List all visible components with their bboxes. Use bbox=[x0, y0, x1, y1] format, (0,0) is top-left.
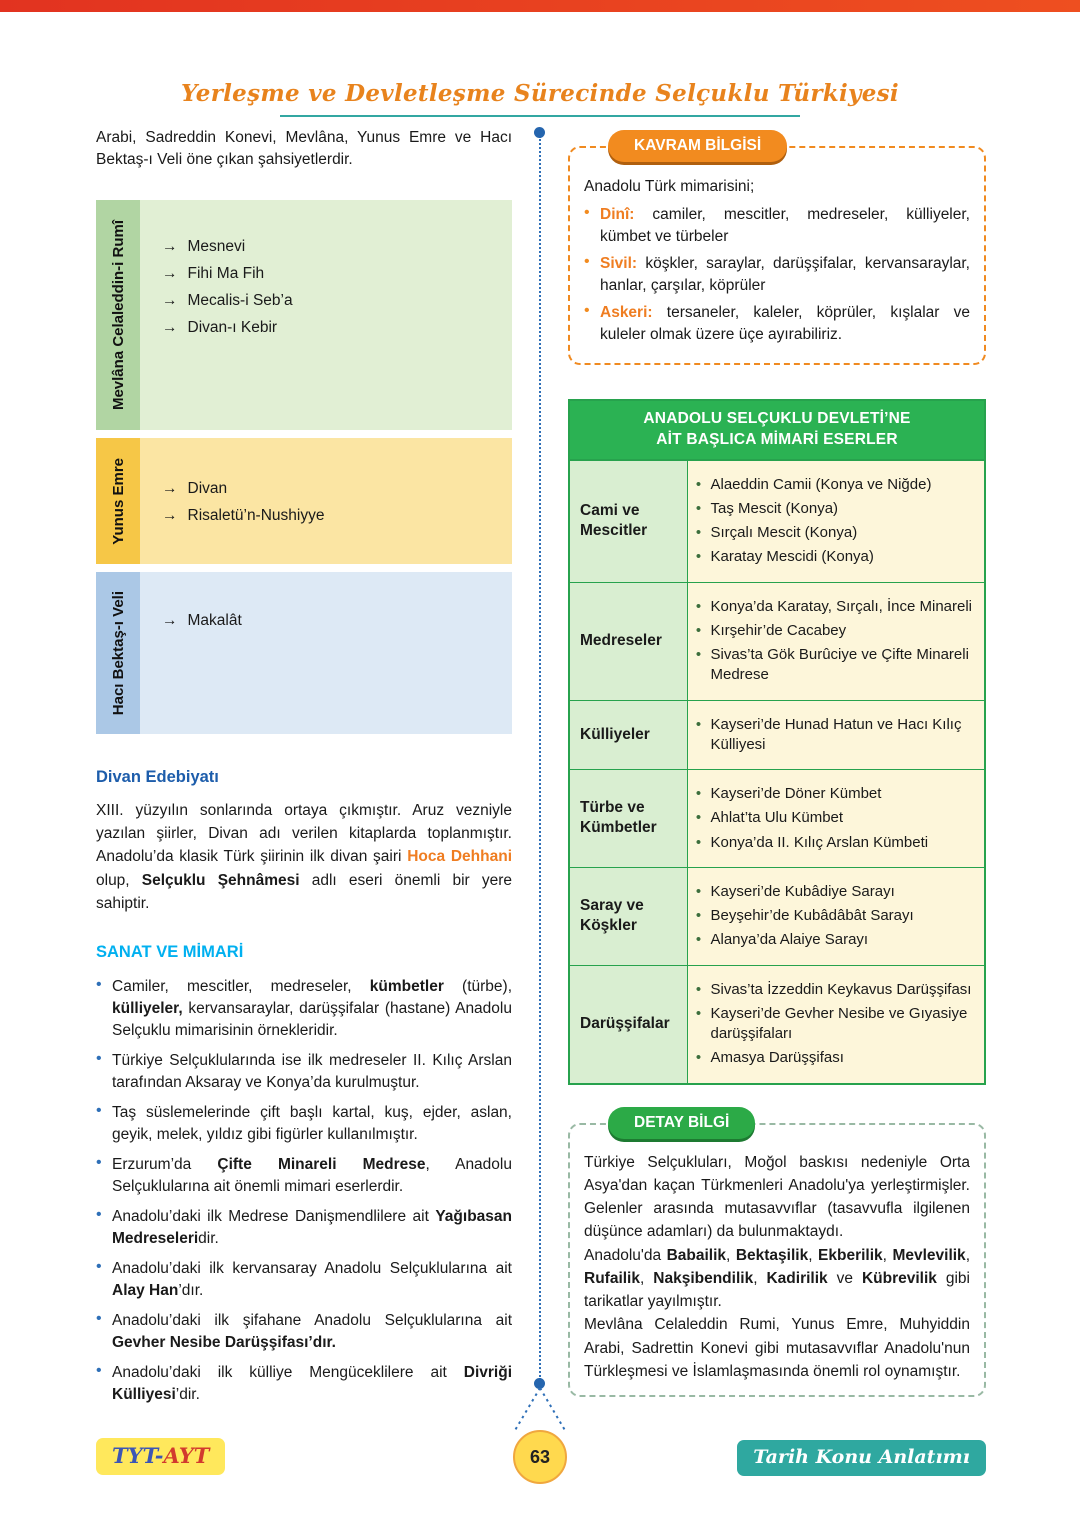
dot-bullet-icon bbox=[96, 1206, 112, 1250]
kavram-intro: Anadolu Türk mimarisini; bbox=[584, 178, 755, 195]
text-segment: kümbetler bbox=[369, 978, 444, 996]
page-number: 63 bbox=[529, 1446, 551, 1467]
table-header bbox=[569, 400, 985, 460]
page-top-red-bar bbox=[0, 0, 1080, 12]
arrow-right-icon: → bbox=[162, 479, 178, 497]
tyt-ayt-logo bbox=[96, 1438, 225, 1475]
text-segment: , bbox=[965, 1246, 970, 1264]
dot-bullet-icon: • bbox=[695, 931, 702, 949]
list-item bbox=[96, 976, 512, 1042]
text-segment: Türkiye Selçuklularında ise ilk medreseler II. Kılıç Arslan tarafından Aksaray ve Konya’da kurulmuştur. bbox=[112, 1052, 512, 1092]
list-item-text: Sırçalı Mescit (Konya) bbox=[710, 524, 858, 542]
text-segment: Camiler, mescitler, medreseler, bbox=[112, 978, 370, 996]
list-item bbox=[584, 302, 970, 346]
list-item-text: Kayseri’de Gevher Nesibe ve Gıyasiye darüşşifaları bbox=[710, 1004, 968, 1043]
text-segment: Anadolu'da bbox=[584, 1246, 667, 1264]
text-segment: Anadolu’daki ilk şifahane Anadolu Selçuklularına ait bbox=[112, 1312, 512, 1330]
dot-bullet-icon: • bbox=[695, 1049, 702, 1067]
text-segment: ’dır. bbox=[178, 1282, 204, 1300]
table-row bbox=[569, 965, 985, 1084]
list-item bbox=[162, 612, 512, 630]
author-works-list bbox=[140, 438, 512, 564]
author-name-label: Mevlâna Celaleddin-i Rumî bbox=[109, 219, 127, 410]
text-segment: (türbe), bbox=[443, 978, 512, 996]
author-name-label: Yunus Emre bbox=[109, 457, 127, 545]
row-label: Külliyeler bbox=[569, 700, 687, 770]
list-item-text: Karatay Mescidi (Konya) bbox=[710, 548, 874, 566]
author-box-label-strip bbox=[96, 438, 140, 564]
text-segment: Taş süslemelerinde çift başlı kartal, kuş, ejder, aslan, geyik, melek, yıldız gibi figürler kullanılmıştır. bbox=[112, 1104, 512, 1144]
list-item bbox=[96, 1154, 512, 1198]
list-item bbox=[162, 265, 512, 283]
text-segment: Selçuklu Şehnâmesi bbox=[141, 871, 300, 889]
text-segment: ’dir. bbox=[175, 1386, 200, 1404]
row-label: Türbe ve Kümbetler bbox=[569, 770, 687, 868]
list-item-text: Kayseri’de Hunad Hatun ve Hacı Kılıç Külliyesi bbox=[710, 715, 962, 753]
list-item-text: Divan bbox=[187, 479, 228, 497]
text-segment: kervansaraylar, darüşşifalar (hastane) Anadolu Selçuklu mimarisinin örnekleridir. bbox=[112, 1000, 512, 1040]
dot-bullet-icon: • bbox=[695, 809, 702, 827]
divan-paragraph bbox=[96, 799, 512, 915]
list-item bbox=[692, 1004, 977, 1045]
text-segment: ve bbox=[827, 1269, 862, 1287]
row-label: Medreseler bbox=[569, 582, 687, 700]
text-segment: TYT- bbox=[112, 1443, 164, 1468]
dot-bullet-icon: • bbox=[695, 646, 702, 664]
list-item-text: Divan-ı Kebir bbox=[187, 318, 278, 336]
sanat-bullet-list bbox=[96, 976, 512, 1406]
dot-bullet-icon: • bbox=[695, 980, 702, 998]
list-item bbox=[692, 882, 977, 902]
row-items bbox=[687, 700, 985, 770]
table-header-line2: AİT BAŞLICA MİMARİ ESERLER bbox=[656, 430, 898, 448]
intro-paragraph: Arabi, Sadreddin Konevi, Mevlâna, Yunus Emre ve Hacı Bektaş-ı Veli öne çıkan şahsiyetlerdir. bbox=[96, 129, 512, 169]
list-item-text: Taş Mescit (Konya) bbox=[710, 499, 839, 517]
dot-bullet-icon: • bbox=[695, 548, 702, 566]
dot-bullet-icon: • bbox=[695, 524, 702, 542]
text-segment: Dinî: bbox=[600, 205, 635, 223]
row-items bbox=[687, 770, 985, 868]
list-item bbox=[692, 523, 977, 543]
dot-bullet-icon: • bbox=[695, 715, 702, 733]
table-header-row bbox=[569, 400, 985, 460]
list-item bbox=[162, 319, 512, 337]
list-item bbox=[96, 1310, 512, 1354]
text-segment: köşkler, saraylar, darüşşifalar, kervansaraylar, hanlar, çarşılar, köprüler bbox=[600, 254, 970, 294]
title-underline bbox=[280, 115, 800, 117]
text-segment: Mevlâna Celaleddin Rumi, Yunus Emre, Muhyiddin Arabi, Sadrettin Konevi gibi mutasavvıflar Anadolu'nun Türkleşmesi ve İslamlaşmasında önemli rol oynamıştır. bbox=[584, 1316, 970, 1380]
dot-bullet-icon bbox=[96, 1258, 112, 1302]
text-segment: Sivil: bbox=[600, 254, 638, 272]
text-segment: Hoca Dehhani bbox=[407, 848, 512, 866]
text-segment: Çifte Minareli Medrese bbox=[217, 1156, 426, 1174]
dot-bullet-icon: • bbox=[695, 833, 702, 851]
list-item-text: Makalât bbox=[187, 611, 242, 629]
arrow-right-icon: → bbox=[162, 237, 178, 255]
right-column bbox=[568, 130, 986, 1397]
author-box-label-strip bbox=[96, 200, 140, 430]
list-item bbox=[692, 597, 977, 617]
text-segment: Mevlevilik bbox=[892, 1246, 966, 1264]
text-segment: Rufailik bbox=[584, 1269, 640, 1287]
row-items bbox=[687, 460, 985, 583]
text-segment: Türkiye Selçukluları, Moğol baskısı nedeniyle Orta Asya'dan kaçan Türkmenleri Anadolu'ya yerleştirmişler. Gelenler arasında mutasavvıflar (tasavvufla ilgilenen düşünce adamları) da bulunmaktaydı. bbox=[584, 1153, 970, 1241]
list-item bbox=[692, 645, 977, 686]
dot-bullet-icon: • bbox=[695, 1004, 702, 1022]
dotted-line-divider bbox=[539, 136, 541, 1380]
text-segment: Ekberilik bbox=[818, 1246, 883, 1264]
list-item bbox=[584, 253, 970, 297]
dot-bullet-icon: • bbox=[695, 785, 702, 803]
table-row bbox=[569, 460, 985, 583]
divan-edebiyati-heading: Divan Edebiyatı bbox=[96, 767, 219, 786]
detay-bilgi-box bbox=[568, 1113, 986, 1398]
text-segment: , bbox=[808, 1246, 819, 1264]
list-item bbox=[692, 930, 977, 950]
dot-bullet-icon bbox=[96, 1102, 112, 1146]
arrow-right-icon: → bbox=[162, 506, 178, 524]
text-segment: Anadolu’daki ilk külliye Mengüceklilere ait bbox=[112, 1364, 464, 1382]
list-item-text: Kayseri’de Döner Kümbet bbox=[710, 785, 882, 803]
list-item bbox=[96, 1206, 512, 1250]
detay-bilgi-badge: DETAY BİLGİ bbox=[608, 1107, 755, 1139]
list-item-text: Ahlat’ta Ulu Kümbet bbox=[710, 809, 844, 827]
text-segment: , Anadolu Selçuklularına ait önemli mimari eserlerdir. bbox=[112, 1156, 512, 1196]
list-item-text: Sivas’ta İzzeddin Keykavus Darüşşifası bbox=[710, 980, 972, 998]
text-segment: Alay Han bbox=[112, 1282, 179, 1300]
row-label: Cami ve Mescitler bbox=[569, 460, 687, 583]
author-name-label: Hacı Bektaş-ı Veli bbox=[109, 590, 127, 716]
table-row bbox=[569, 700, 985, 770]
dot-bullet-icon bbox=[96, 976, 112, 1042]
dot-bullet-icon: • bbox=[695, 621, 702, 639]
row-label: Darüşşifalar bbox=[569, 965, 687, 1084]
text-segment: Erzurum’da bbox=[112, 1156, 218, 1174]
dot-bullet-icon bbox=[584, 204, 600, 248]
list-item bbox=[692, 1048, 977, 1068]
text-segment: dir. bbox=[198, 1230, 219, 1248]
text-segment: , bbox=[726, 1246, 736, 1264]
arrow-right-icon: → bbox=[162, 318, 178, 336]
table-row bbox=[569, 867, 985, 965]
text-segment: Gevher Nesibe Darüşşifası’dır. bbox=[112, 1334, 336, 1352]
list-item-text: Konya’da II. Kılıç Arslan Kümbeti bbox=[710, 833, 929, 851]
kavram-bullet-list bbox=[584, 204, 970, 346]
detay-paragraph bbox=[584, 1151, 970, 1244]
dotted-fan-decoration bbox=[498, 1386, 582, 1434]
list-item bbox=[692, 499, 977, 519]
text-segment: Kübrevilik bbox=[861, 1269, 937, 1287]
text-segment: gibi tarikatlar yayılmıştır. bbox=[584, 1269, 970, 1311]
text-segment: Kadirilik bbox=[766, 1269, 828, 1287]
text-segment: Yağıbasan Medreseleri bbox=[112, 1208, 512, 1248]
row-label: Saray ve Köşkler bbox=[569, 867, 687, 965]
dot-bullet-icon bbox=[584, 253, 600, 297]
dot-bullet-icon: • bbox=[695, 597, 702, 615]
list-item bbox=[692, 715, 977, 756]
text-segment: camiler, mescitler, medreseler, külliyeler, kümbet ve türbeler bbox=[600, 205, 970, 245]
text-segment: Divriği Külliyesi bbox=[112, 1364, 512, 1404]
list-item-text: Sivas’ta Gök Burûciye ve Çifte Minareli Medrese bbox=[710, 646, 969, 684]
list-item bbox=[162, 507, 512, 525]
detay-paragraph bbox=[584, 1244, 970, 1314]
list-item bbox=[692, 980, 977, 1000]
list-item bbox=[162, 238, 512, 256]
text-segment: olup, bbox=[96, 871, 142, 889]
list-item bbox=[692, 547, 977, 567]
table-header-line1: ANADOLU SELÇUKLU DEVLETİ’NE bbox=[643, 409, 911, 427]
list-item-text: Kayseri’de Kubâdiye Sarayı bbox=[710, 882, 895, 900]
text-segment: , bbox=[639, 1269, 654, 1287]
list-item-text: Kırşehir’de Cacabey bbox=[710, 621, 847, 639]
text-segment: Bektaşilik bbox=[735, 1246, 809, 1264]
list-item bbox=[96, 1258, 512, 1302]
text-segment: , bbox=[882, 1246, 893, 1264]
dot-bullet-icon: • bbox=[695, 882, 702, 900]
divider-dot-top-icon bbox=[534, 127, 545, 138]
row-items bbox=[687, 965, 985, 1084]
text-segment: Babailik bbox=[666, 1246, 727, 1264]
left-column bbox=[96, 127, 512, 1414]
list-item-text: Konya’da Karatay, Sırçalı, İnce Minareli bbox=[710, 597, 973, 615]
author-works-list bbox=[140, 200, 512, 430]
dot-bullet-icon: • bbox=[695, 907, 702, 925]
list-item-text: Beyşehir’de Kubâdâbât Sarayı bbox=[710, 907, 914, 925]
list-item bbox=[692, 906, 977, 926]
author-box-yunus-emre bbox=[96, 438, 512, 564]
dot-bullet-icon: • bbox=[695, 475, 702, 493]
author-box-haci-bektas bbox=[96, 572, 512, 734]
list-item bbox=[692, 621, 977, 641]
arrow-right-icon: → bbox=[162, 611, 178, 629]
page-title: Yerleşme ve Devletleşme Sürecinde Selçuklu Türkiyesi bbox=[181, 80, 899, 107]
table-row bbox=[569, 770, 985, 868]
list-item-text: Mesnevi bbox=[187, 237, 246, 255]
list-item-text: Mecalis-i Seb’a bbox=[187, 291, 293, 309]
detay-paragraph bbox=[584, 1313, 970, 1383]
author-box-label-strip bbox=[96, 572, 140, 734]
arrow-right-icon: → bbox=[162, 264, 178, 282]
dot-bullet-icon bbox=[96, 1362, 112, 1406]
dot-bullet-icon bbox=[584, 302, 600, 346]
sanat-mimari-heading: SANAT VE MİMARİ bbox=[96, 943, 244, 962]
table-row bbox=[569, 582, 985, 700]
list-item-text: Fihi Ma Fih bbox=[187, 264, 265, 282]
list-item bbox=[692, 833, 977, 853]
list-item bbox=[96, 1362, 512, 1406]
list-item bbox=[692, 784, 977, 804]
list-item-text: Alanya’da Alaiye Sarayı bbox=[710, 931, 869, 949]
row-items bbox=[687, 867, 985, 965]
text-segment: Nakşibendilik bbox=[653, 1269, 754, 1287]
list-item-text: Alaeddin Camii (Konya ve Niğde) bbox=[710, 475, 932, 493]
text-segment: , bbox=[753, 1269, 767, 1287]
mimari-eserler-table bbox=[568, 399, 986, 1085]
list-item bbox=[692, 808, 977, 828]
list-item bbox=[692, 475, 977, 495]
author-box-mevlana bbox=[96, 200, 512, 430]
row-items bbox=[687, 582, 985, 700]
text-segment: Anadolu’daki ilk kervansaray Anadolu Selçuklularına ait bbox=[112, 1260, 512, 1278]
list-item bbox=[96, 1050, 512, 1094]
arrow-right-icon: → bbox=[162, 291, 178, 309]
list-item-text: Amasya Darüşşifası bbox=[710, 1049, 844, 1067]
author-works-list bbox=[140, 572, 512, 734]
text-segment: AYT bbox=[163, 1443, 210, 1468]
list-item-text: Risaletü’n-Nushiyye bbox=[187, 506, 325, 524]
text-segment: tersaneler, kaleler, köprüler, kışlalar ve kuleler olmak üzere üçe ayırabiliriz. bbox=[600, 303, 970, 343]
text-segment: Anadolu’daki ilk Medrese Danişmendlilere ait bbox=[112, 1208, 436, 1226]
text-segment: Askeri: bbox=[600, 303, 653, 321]
list-item bbox=[584, 204, 970, 248]
dot-bullet-icon: • bbox=[695, 499, 702, 517]
dot-bullet-icon bbox=[96, 1310, 112, 1354]
dot-bullet-icon bbox=[96, 1154, 112, 1198]
text-segment: külliyeler, bbox=[112, 1000, 183, 1018]
text-segment: XIII. yüzyılın sonlarında ortaya çıkmıştır. Aruz vezniyle yazılan şiirler, Divan adı verilen kitaplarda toplanmıştır. Anadolu’da klasik Türk şiirinin ilk divan şairi bbox=[96, 801, 512, 866]
page-number-badge bbox=[513, 1430, 567, 1484]
list-item bbox=[162, 292, 512, 310]
list-item bbox=[96, 1102, 512, 1146]
list-item bbox=[162, 480, 512, 498]
tarih-konu-anlatimi-logo: Tarih Konu Anlatımı bbox=[737, 1440, 986, 1476]
kavram-bilgisi-box bbox=[568, 137, 986, 365]
text-segment: adlı eseri önemli bir yere sahiptir. bbox=[96, 871, 512, 912]
dot-bullet-icon bbox=[96, 1050, 112, 1094]
kavram-bilgisi-badge: KAVRAM BİLGİSİ bbox=[608, 130, 787, 162]
